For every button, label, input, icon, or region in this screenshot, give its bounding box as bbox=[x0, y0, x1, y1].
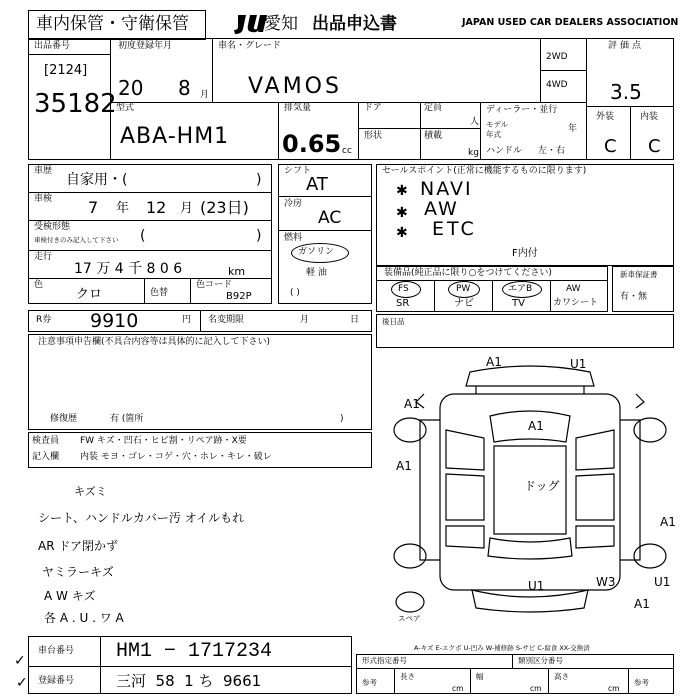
four-wd-option: 4WD bbox=[546, 80, 568, 90]
model-year-unit: 年 bbox=[568, 124, 578, 134]
damage-mark: A1 bbox=[634, 597, 650, 611]
color-code: B92P bbox=[226, 291, 252, 302]
color-label: 色 bbox=[34, 280, 44, 290]
later-items-label: 後日品 bbox=[382, 317, 405, 326]
height-label: 高さ bbox=[554, 672, 569, 681]
name-change-label: 名変期限 bbox=[208, 315, 245, 325]
shift-label: シフト bbox=[284, 166, 312, 176]
load-label: 積載 bbox=[424, 131, 443, 141]
two-wd-option: 2WD bbox=[546, 52, 568, 62]
recycle-amount: 9910 bbox=[90, 310, 139, 332]
color-code-label: 色コード bbox=[196, 280, 233, 290]
length-unit: cm bbox=[452, 684, 464, 693]
equipment-label: 装備品(純正品に限り○をつけてください) bbox=[384, 268, 552, 278]
damage-mark: U1 bbox=[654, 575, 671, 589]
registration-label: 登録番号 bbox=[38, 676, 75, 686]
equipment-navi: ナビ bbox=[454, 298, 474, 309]
inspector-label-2: 記入欄 bbox=[32, 452, 60, 462]
handwritten-note: 各 A . U . ワ A bbox=[44, 611, 124, 625]
damage-mark: W3 bbox=[596, 575, 616, 589]
handwritten-note: AR ドア閉かず bbox=[38, 539, 119, 553]
width-unit: cm bbox=[530, 684, 542, 693]
damage-mark: A1 bbox=[396, 459, 412, 473]
listing-number: 35182 bbox=[34, 89, 117, 119]
inspection-day: (23日) bbox=[200, 198, 249, 217]
association-name: JAPAN USED CAR DEALERS ASSOCIATION bbox=[462, 17, 679, 28]
chassis-label: 車台番号 bbox=[38, 646, 75, 656]
damage-mark: U1 bbox=[570, 357, 587, 371]
receive-close: ) bbox=[256, 228, 262, 244]
reg-year-label: 初度登録年月 bbox=[118, 41, 173, 51]
class-number-label: 類別区分番号 bbox=[518, 656, 563, 665]
sales-star-icon: ✱ bbox=[396, 225, 408, 241]
fuel-other: ( ) bbox=[290, 288, 300, 298]
equipment-aw: AW bbox=[566, 284, 581, 294]
color-value: クロ bbox=[76, 287, 103, 302]
aircon-value: AC bbox=[318, 208, 342, 228]
damage-legend: A-キズ E-エクボ U-凹み W-補修跡 S-サビ C-腐食 XX-交換済 bbox=[414, 644, 590, 652]
handwritten-note: シート、ハンドルカバー汚 オイルもれ bbox=[38, 511, 245, 525]
handwritten-note: ヤミラーキズ bbox=[42, 565, 114, 579]
reg-year: 20 bbox=[118, 76, 144, 100]
check-mark-icon: ✓ bbox=[14, 653, 26, 669]
history-label: 車歴 bbox=[34, 166, 53, 176]
warranty-label: 新車保証書 bbox=[620, 270, 658, 279]
name-change-month: 月 bbox=[300, 315, 310, 325]
handwritten-note: A W キズ bbox=[44, 589, 96, 603]
score-value: 3.5 bbox=[610, 80, 642, 104]
history-value: 自家用・( bbox=[66, 172, 128, 188]
displacement-value: 0.65 bbox=[282, 130, 342, 158]
org-name: 愛知 bbox=[264, 14, 298, 34]
shape-number-label: 形式指定番号 bbox=[362, 656, 407, 665]
shape-label: 形状 bbox=[364, 131, 383, 141]
history-block bbox=[28, 164, 272, 304]
fuel-gas: ガソリン bbox=[298, 247, 335, 257]
displacement-label: 排気量 bbox=[284, 103, 312, 113]
mileage-value: 17 万 4 千 8 0 6 bbox=[74, 261, 183, 277]
inspection-year-unit: 年 bbox=[116, 201, 130, 216]
shift-value: AT bbox=[306, 174, 328, 195]
name-change-day: 日 bbox=[350, 315, 360, 325]
equipment-note: F内付 bbox=[512, 248, 538, 259]
reg-month: 8 bbox=[178, 76, 191, 100]
handle-label: ハンドル bbox=[486, 146, 523, 156]
fuel-label: 燃料 bbox=[284, 233, 303, 243]
receive-note: 車検付きのみ記入して下さい bbox=[34, 236, 119, 244]
sales-point-2: AW bbox=[424, 198, 459, 220]
model-label: 型式 bbox=[116, 103, 135, 113]
sales-points-label: セールスポイント(正常に機能するものに限ります) bbox=[382, 166, 587, 176]
door-label: ドア bbox=[364, 103, 382, 113]
equipment-fs: FS bbox=[398, 284, 409, 294]
exterior-label: 外装 bbox=[596, 112, 615, 122]
repair-label: 修復歴 bbox=[50, 414, 78, 424]
inspector-line-2: 内装 モヨ・ゴレ・コゲ・穴・ホレ・キレ・破レ bbox=[80, 452, 272, 462]
handwritten-note: キズミ bbox=[74, 485, 107, 498]
damage-mark: A1 bbox=[528, 419, 544, 433]
check-mark-icon: ✓ bbox=[16, 675, 28, 691]
warranty-value: 有・無 bbox=[620, 292, 648, 302]
storage-label: 車内保管・守衛保管 bbox=[36, 14, 189, 34]
damage-mark: A1 bbox=[486, 355, 502, 369]
model-year-label: モデル bbox=[486, 120, 509, 129]
mileage-unit: km bbox=[228, 265, 246, 278]
width-label: 幅 bbox=[476, 672, 484, 681]
inspector-line-1: FW キズ・凹石・ヒビ割・リペア跡・X要 bbox=[80, 436, 247, 446]
capacity-label: 定員 bbox=[424, 103, 443, 113]
equipment-tv: TV bbox=[512, 298, 525, 309]
receive-label: 受検形態 bbox=[34, 222, 71, 232]
listing-number-label: 出品番号 bbox=[34, 41, 71, 51]
exterior-grade: C bbox=[604, 136, 617, 157]
damage-mark: A1 bbox=[660, 515, 676, 529]
equipment-airbag: エアB bbox=[508, 284, 533, 294]
later-items-block bbox=[376, 314, 674, 348]
damage-mark: A1 bbox=[404, 397, 420, 411]
interior-label: 内装 bbox=[640, 112, 659, 122]
cc-unit: cc bbox=[342, 146, 352, 156]
recycle-label: R券 bbox=[36, 315, 52, 325]
height-unit: cm bbox=[608, 684, 620, 693]
length-label: 長さ bbox=[400, 672, 415, 681]
car-name-label: 車名・グレード bbox=[218, 41, 282, 51]
lane-number: [2124] bbox=[44, 63, 88, 78]
inspection-label: 車検 bbox=[34, 194, 53, 204]
registration-number: 三河 58 1 ち 9661 bbox=[116, 672, 262, 690]
sales-star-icon: ✱ bbox=[396, 205, 408, 221]
sales-point-3: ETC bbox=[432, 218, 477, 240]
aircon-label: 冷房 bbox=[284, 199, 303, 209]
fuel-diesel: 軽 油 bbox=[306, 268, 327, 278]
footer-ref-short: 参考 bbox=[634, 678, 649, 687]
document-title: 出品申込書 bbox=[312, 14, 397, 34]
handle-value: 左・右 bbox=[538, 146, 566, 156]
model-value: ABA-HM1 bbox=[120, 124, 230, 149]
inspect-date-label: 年式 bbox=[486, 130, 501, 139]
score-label: 評価点 bbox=[608, 41, 645, 51]
sales-point-1: NAVI bbox=[420, 178, 473, 200]
damage-mark: U1 bbox=[528, 579, 545, 593]
damage-mark-dog: ドッグ bbox=[524, 479, 560, 493]
inspection-month-unit: 月 bbox=[180, 201, 194, 216]
spare-label: スペア bbox=[398, 614, 421, 623]
car-name: VAMOS bbox=[248, 74, 342, 99]
load-unit: kg bbox=[468, 148, 479, 158]
reg-month-unit: 月 bbox=[200, 90, 210, 100]
equipment-seat: カワシート bbox=[553, 298, 599, 308]
equipment-pw: PW bbox=[456, 284, 471, 294]
capacity-unit: 人 bbox=[470, 117, 480, 127]
inspector-label-1: 検査員 bbox=[32, 436, 60, 446]
sales-star-icon: ✱ bbox=[396, 183, 408, 199]
equipment-sr: SR bbox=[396, 298, 410, 309]
repair-value: 有 (箇所 bbox=[110, 414, 144, 424]
history-close: ) bbox=[256, 172, 262, 188]
chassis-number: HM1 − 1717234 bbox=[116, 640, 273, 663]
mileage-label: 走行 bbox=[34, 252, 53, 262]
dealer-label: ディーラー・並行 bbox=[486, 105, 558, 115]
interior-grade: C bbox=[648, 136, 661, 157]
notes-label: 注意事項申告欄(不具合内容等は具体的に記入して下さい) bbox=[38, 337, 271, 347]
footer-ref-label: 参考 bbox=[362, 678, 377, 687]
recycle-unit: 円 bbox=[182, 315, 192, 325]
notes-block bbox=[28, 334, 372, 430]
repair-close: ) bbox=[340, 414, 344, 424]
color-change-label: 色替 bbox=[150, 288, 169, 298]
inspection-year: 7 bbox=[88, 198, 99, 217]
receive-value: ( bbox=[140, 228, 146, 244]
inspection-month: 12 bbox=[146, 198, 167, 217]
